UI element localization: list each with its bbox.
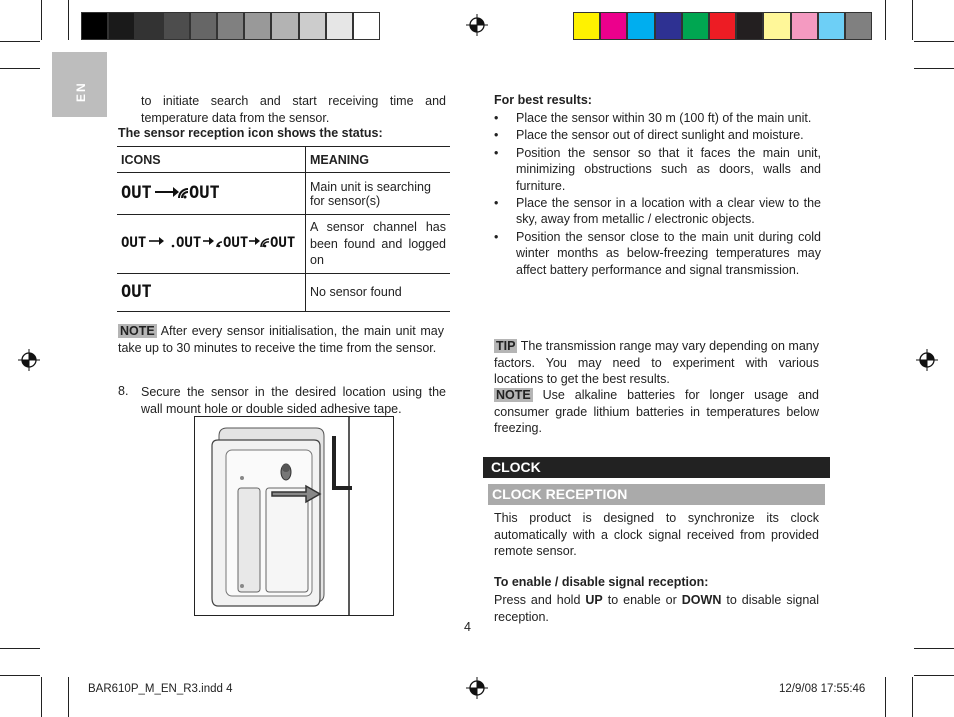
color-swatch [709,12,736,40]
table-cell-meaning: Main unit is searching for sensor(s) [306,173,451,215]
color-swatch [244,12,271,40]
color-swatch [163,12,190,40]
crop-mark [68,0,69,40]
page-number: 4 [464,620,471,634]
language-tab [52,52,107,117]
enable-text: to disable signal reception. [494,593,820,624]
intro-paragraph: to initiate search and start receiving time and temperature data from the sensor. [141,94,446,125]
crop-mark [0,41,40,42]
table-row [117,173,450,215]
color-swatch [600,12,627,40]
enable-text: to enable or [602,593,682,607]
registration-mark-icon [466,14,488,36]
color-swatch [108,12,135,40]
list-item: • Place the sensor in a location with a clear view to the sky, away from metallic / electronic objects. [494,195,821,228]
step-text: Secure the sensor in the desired location using the wall mount hole or double sided adhesive tape. [141,385,446,416]
crop-mark [912,677,913,717]
searching-icon-cell [117,173,306,215]
sensor-found-icon [121,231,301,253]
crop-mark [41,0,42,40]
color-swatch [682,12,709,40]
table-header-row [117,147,450,173]
color-swatch [81,12,108,40]
table-row [117,273,450,311]
tip-paragraph [494,338,819,388]
enable-heading: To enable / disable signal reception: [494,575,709,589]
table-header: ICONS [117,147,306,173]
language-tab-label: EN [74,81,88,102]
status-icon-table [117,146,450,312]
right-note [494,387,819,437]
list-item: • Place the sensor within 30 m (100 ft) of the main unit. [494,110,821,126]
color-swatch [655,12,682,40]
tip-text: The transmission range may vary depending on many factors. You may need to experiment with various locations to get the best results. [494,339,819,386]
tip-label: TIP [496,339,516,353]
left-note [118,323,444,356]
list-item: • Place the sensor out of direct sunlight and moisture. [494,127,821,143]
color-swatch [353,12,380,40]
table-row [117,215,450,274]
crop-mark [0,675,40,676]
sensor-searching-icon [121,181,231,203]
clock-reception-heading: CLOCK RECEPTION [488,484,825,505]
list-item: • Position the sensor so that it faces the main unit, minimizing obstructions such as doors, walls and furniture. [494,145,821,194]
sensor-mounting-illustration [194,416,394,616]
table-cell-meaning: A sensor channel has been found and logged on [306,215,451,274]
table-cell-meaning: No sensor found [306,273,451,311]
color-swatch [573,12,600,40]
list-item: • Position the sensor close to the main unit during cold winter months as below-freezing temperatures may affect battery performance and signal transmission. [494,229,821,278]
enable-paragraph [494,592,819,625]
color-swatch [190,12,217,40]
color-swatch [818,12,845,40]
color-swatch [845,12,872,40]
status-heading: The sensor reception icon shows the status: [118,126,383,140]
crop-mark [914,68,954,69]
table-header: MEANING [306,147,451,173]
found-icon-cell [117,215,306,274]
svg-text:OUT: OUT [223,235,249,252]
color-swatch [627,12,654,40]
svg-text:OUT: OUT [121,183,152,203]
step-number: 8. [118,384,129,398]
color-swatch [271,12,298,40]
crop-mark [914,41,954,42]
color-swatch [135,12,162,40]
crop-mark [912,0,913,40]
crop-mark [885,677,886,717]
svg-text:OUT: OUT [176,235,202,252]
up-button-label: UP [585,593,603,607]
color-swatch [763,12,790,40]
footer-timestamp: 12/9/08 17:55:46 [779,683,866,695]
footer-file-name: BAR610P_M_EN_R3.indd 4 [88,683,233,695]
down-button-label: DOWN [681,593,722,607]
clock-section-heading: CLOCK [483,457,830,478]
no-sensor-icon [121,280,161,302]
svg-text:OUT: OUT [189,183,220,203]
color-swatch [299,12,326,40]
crop-mark [41,677,42,717]
crop-mark [914,648,954,649]
crop-mark [914,675,954,676]
svg-text:OUT: OUT [121,235,147,252]
note-label: NOTE [120,324,155,338]
color-swatch [791,12,818,40]
crop-mark [0,648,40,649]
color-swatch [736,12,763,40]
no-sensor-icon-cell [117,273,306,311]
best-results-heading: For best results: [494,93,592,107]
note-text: Use alkaline batteries for longer usage and consumer grade lithium batteries in temperatures below freezing. [494,388,819,435]
color-swatch [326,12,353,40]
svg-text:OUT: OUT [121,281,152,302]
registration-mark-icon [466,677,488,699]
svg-text:OUT: OUT [270,235,296,252]
registration-mark-icon [18,349,40,371]
registration-mark-icon [916,349,938,371]
enable-text: Press and hold [494,593,586,607]
crop-mark [885,0,886,40]
clock-paragraph: This product is designed to synchronize its clock automatically with a clock signal received from provided remote sensor. [494,511,819,558]
note-label: NOTE [496,388,531,402]
crop-mark [0,68,40,69]
best-results-list [494,110,821,279]
color-swatch [217,12,244,40]
crop-mark [68,677,69,717]
note-text: After every sensor initialisation, the main unit may take up to 30 minutes to receive the time from the sensor. [118,324,444,355]
